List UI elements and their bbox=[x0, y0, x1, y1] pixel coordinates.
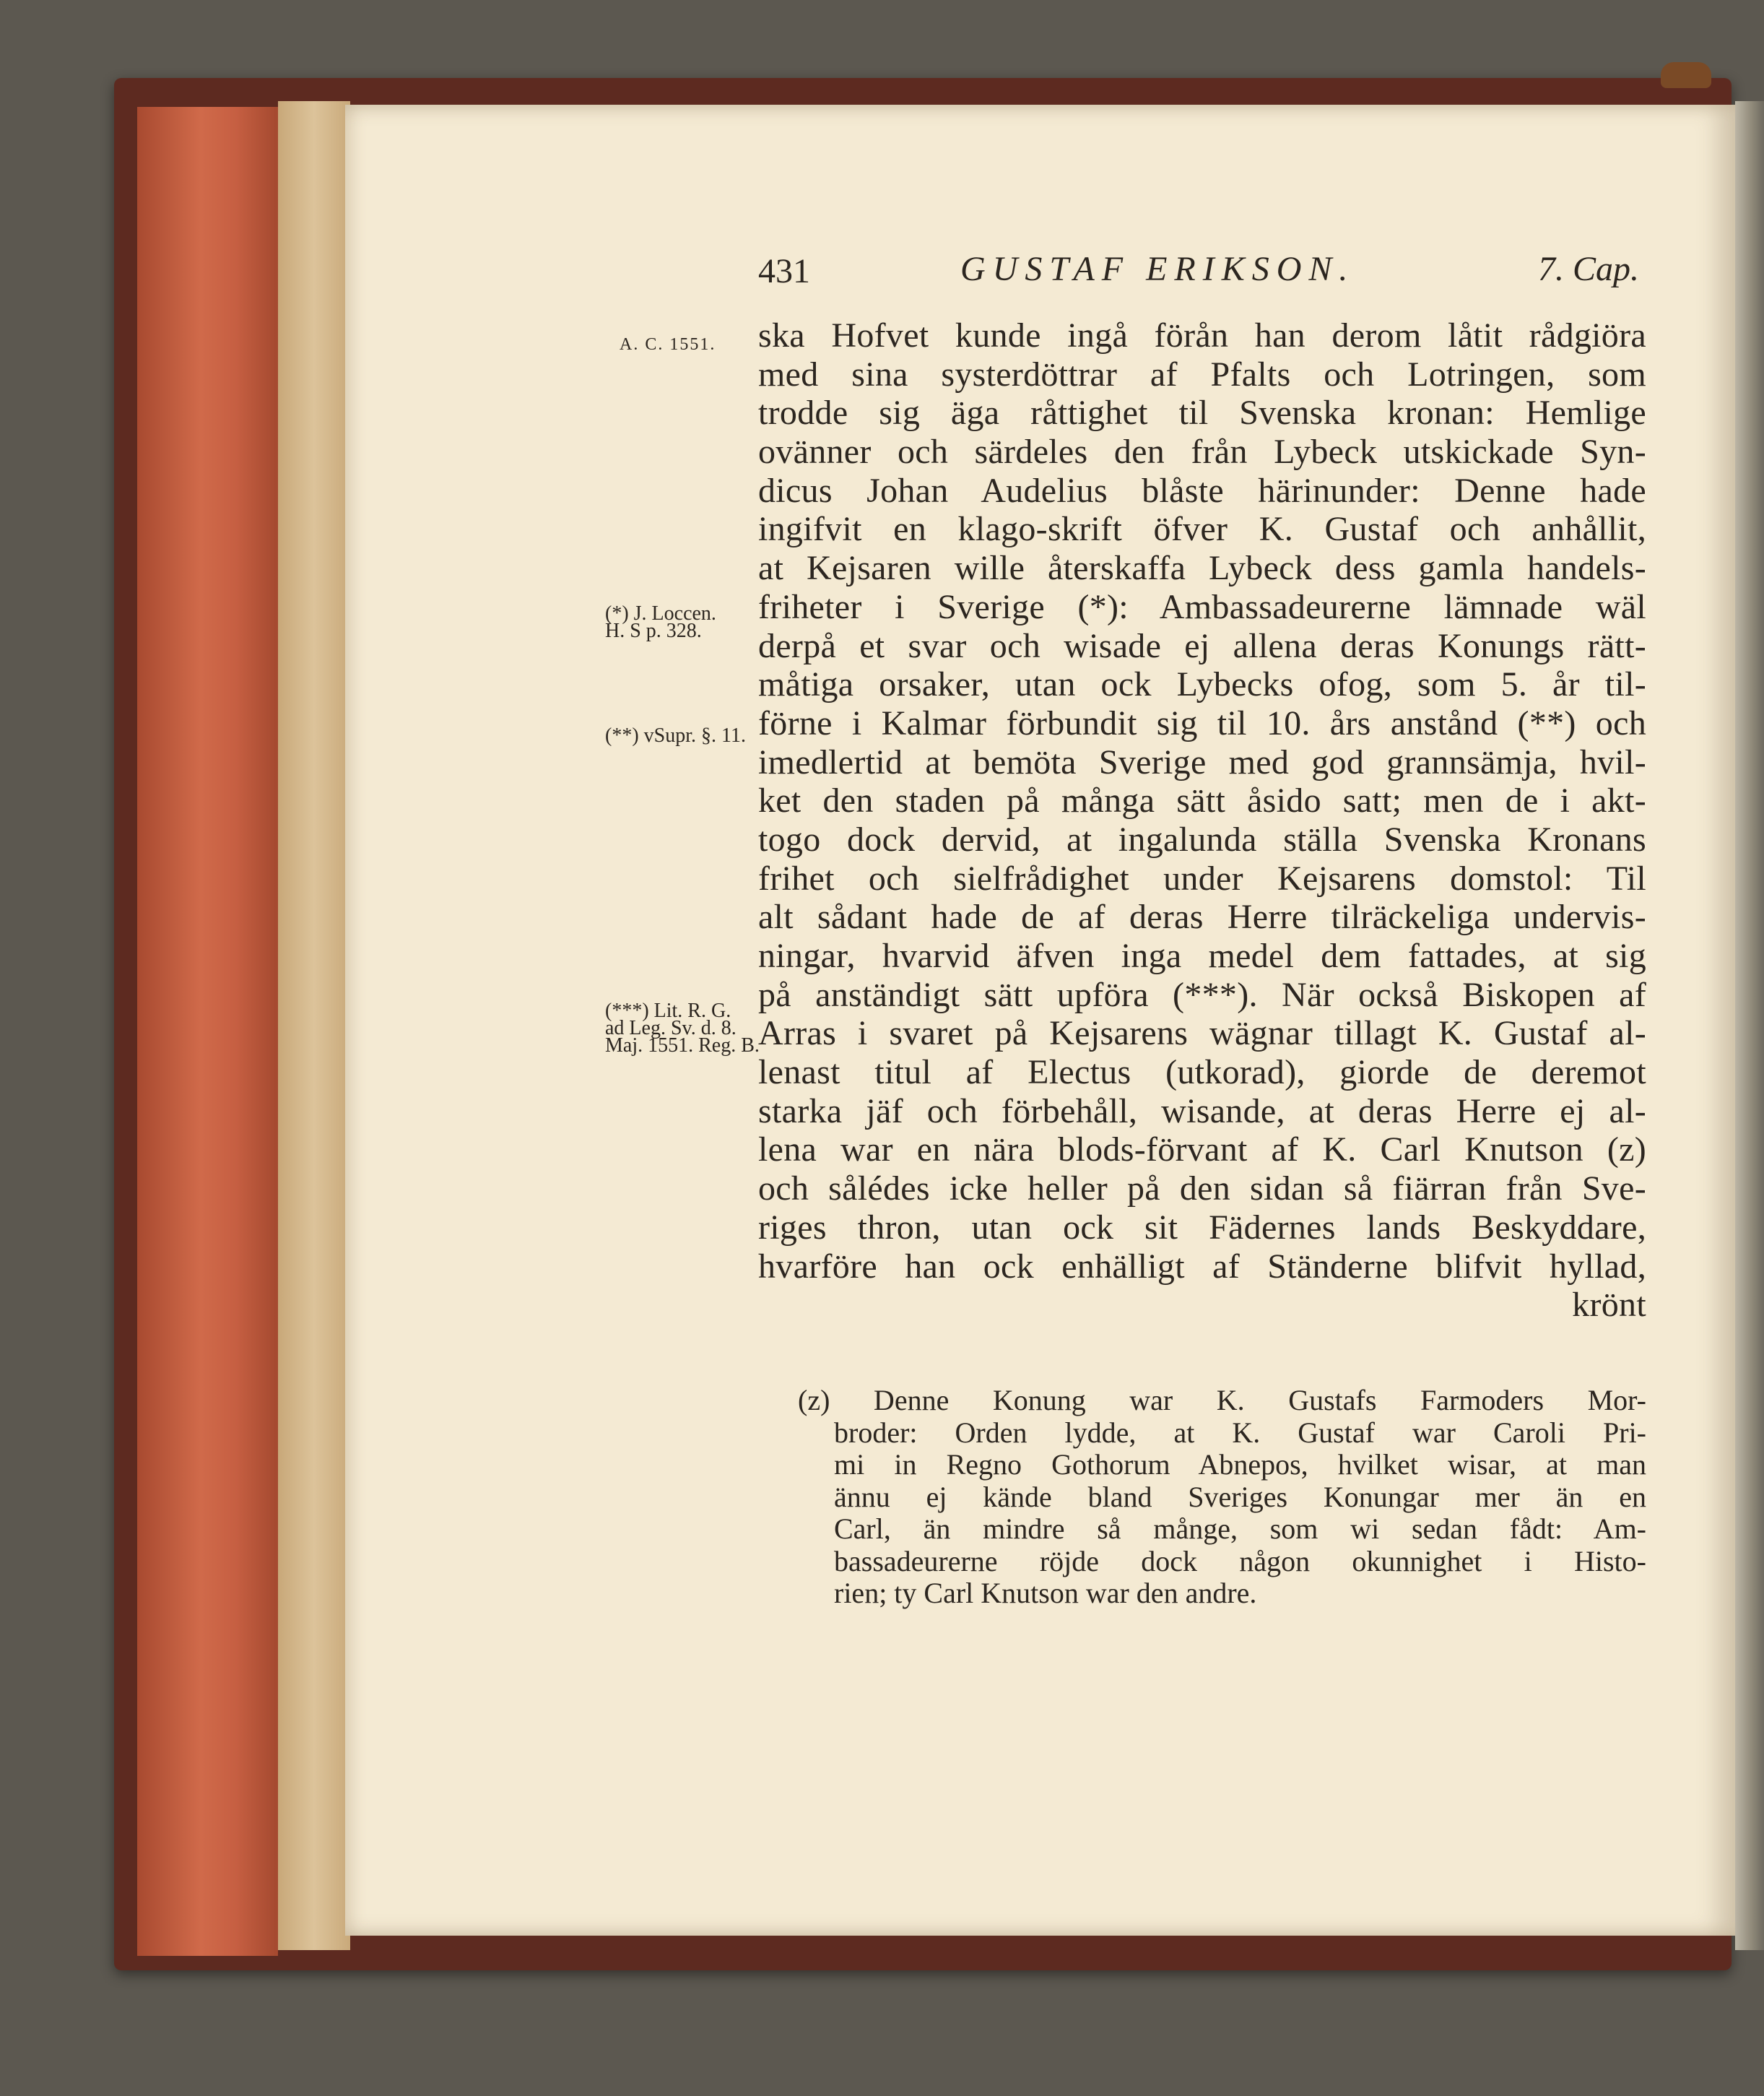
bookmark-ribbon bbox=[1661, 62, 1711, 88]
page-edges-red bbox=[137, 107, 278, 1956]
body-text bbox=[758, 316, 1646, 1325]
body-line: med sina systerdöttrar af Pfalts och Lotringen, som bbox=[758, 355, 1646, 394]
body-line: frihet och sielfrådighet under Kejsarens domstol: Til bbox=[758, 859, 1646, 898]
body-line: ket den staden på många sätt åsido satt; men de i akt- bbox=[758, 781, 1646, 820]
footnote-line: Carl, än mindre så månge, som wi sedan fådt: Am- bbox=[834, 1512, 1646, 1545]
margin-note-1: (*) J. Loccen. H. S p. 328. bbox=[605, 602, 716, 642]
running-title: GUSTAF ERIKSON. bbox=[960, 250, 1355, 288]
body-line: trodde sig äga råttighet til Svenska kronan: Hemlige bbox=[758, 394, 1646, 433]
body-line: måtiga orsaker, utan ock Lybecks ofog, som 5. år til- bbox=[758, 665, 1646, 704]
footnote-line: (z) Denne Konung war K. Gustafs Farmoders Mor- bbox=[798, 1384, 1646, 1416]
footnote-line: broder: Orden lydde, at K. Gustaf war Caroli Pri- bbox=[834, 1416, 1646, 1449]
body-line: Arras i svaret på Kejsarens wägnar tillagt K. Gustaf al- bbox=[758, 1014, 1646, 1053]
catchword: krönt bbox=[1572, 1286, 1646, 1325]
footnote-line: mi in Regno Gothorum Abnepos, hvilket wisar, at man bbox=[834, 1448, 1646, 1481]
footnote-line: ännu ej kände bland Sveriges Konungar mer än en bbox=[834, 1480, 1646, 1513]
chapter-label: 7. Cap. bbox=[1538, 250, 1640, 288]
footnote bbox=[798, 1385, 1646, 1610]
body-line: hvarföre han ock enhälligt af Ständerne blifvit hyllad, bbox=[758, 1247, 1646, 1286]
body-line: at Kejsaren wille återskaffa Lybeck dess gamla handels- bbox=[758, 549, 1646, 588]
body-line: starka jäf och förbehåll, wisande, at deras Herre ej al- bbox=[758, 1091, 1646, 1130]
footnote-line: rien; ty Carl Knutson war den andre. bbox=[834, 1577, 1257, 1609]
body-line: ovänner och särdeles den från Lybeck utskickade Syn- bbox=[758, 433, 1646, 472]
body-line: togo dock dervid, at ingalunda ställa Svenska Kronans bbox=[758, 820, 1646, 859]
body-line: förne i Kalmar förbundit sig til 10. års anstånd (**) och bbox=[758, 703, 1646, 742]
body-line: riges thron, utan ock sit Fädernes lands Beskyddare, bbox=[758, 1208, 1646, 1247]
page-number: 431 bbox=[758, 252, 810, 290]
body-line: på anständigt sätt upföra (***). När också Biskopen af bbox=[758, 975, 1646, 1014]
body-line: derpå et svar och wisade ej allena deras Konungs rätt- bbox=[758, 626, 1646, 665]
book-gutter bbox=[1735, 101, 1764, 1950]
body-line: ningar, hvarvid äfven inga medel dem fattades, at sig bbox=[758, 937, 1646, 975]
body-line: friheter i Sverige (*): Ambassadeurerne lämnade wäl bbox=[758, 587, 1646, 626]
body-line: lenast titul af Electus (utkorad), giorde de deremot bbox=[758, 1053, 1646, 1092]
body-line: ingifvit en klago-skrift öfver K. Gustaf och anhållit, bbox=[758, 510, 1646, 549]
margin-note-3: (***) Lit. R. G. ad Leg. Sv. d. 8. Maj. 1551. Reg. B. bbox=[605, 1000, 760, 1057]
footnote-line: bassadeurerne röjde dock någon okunnighet i Histo- bbox=[834, 1544, 1646, 1577]
body-line: och sålédes icke heller på den sidan så fiärran från Sve- bbox=[758, 1169, 1646, 1208]
page-edges-cream bbox=[278, 101, 350, 1950]
margin-year: A. C. 1551. bbox=[620, 335, 716, 354]
body-line: lena war en nära blods-förvant af K. Carl Knutson (z) bbox=[758, 1130, 1646, 1169]
body-line: dicus Johan Audelius blåste härinunder: Denne hade bbox=[758, 471, 1646, 510]
margin-note-2: (**) vSupr. §. 11. bbox=[605, 724, 746, 747]
body-line: imedlertid at bemöta Sverige med god grannsämja, hvil- bbox=[758, 742, 1646, 781]
body-line: alt sådant hade de af deras Herre tilräckeliga undervis- bbox=[758, 898, 1646, 937]
body-line: ska Hofvet kunde ingå förån han derom låtit rådgiöra bbox=[758, 316, 1646, 355]
